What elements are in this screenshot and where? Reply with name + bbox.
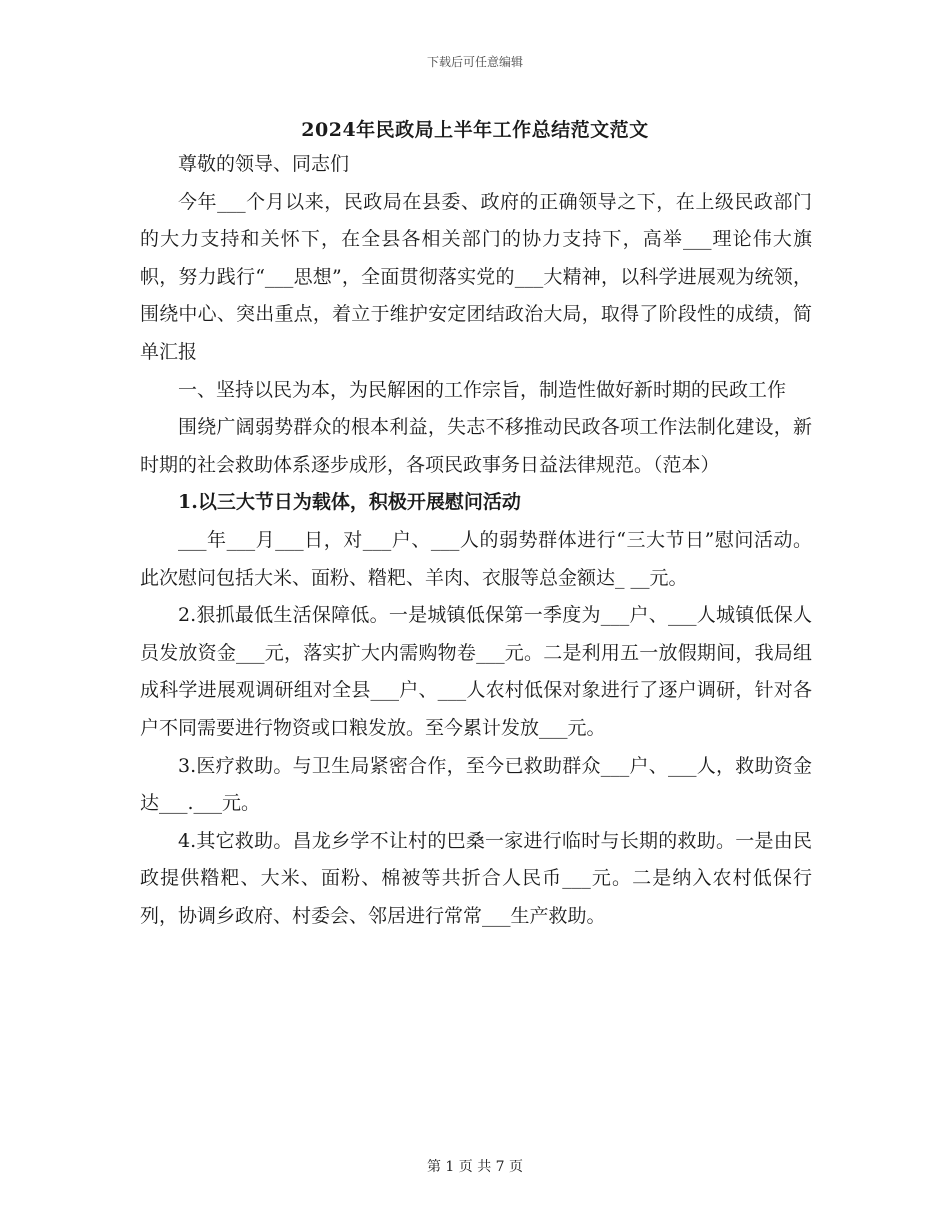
section-heading: 一、坚持以民为本，为民解困的工作宗旨，制造性做好新时期的民政工作 (178, 378, 787, 401)
page-header-note: 下载后可任意编辑 (426, 55, 523, 69)
paragraph-3: 3.医疗救助。与卫生局紧密合作，至今已救助群众___户、___人，救助资金达___.___元。 (140, 754, 812, 815)
page-number: 第 1 页 共 7 页 (426, 1159, 524, 1175)
section-paragraph: 围绕广阔弱势群众的根本利益，失志不移推动民政各项工作法制化建设，新时期的社会救助体系逐步成形，各项民政事务日益法律规范。（范本） (140, 416, 812, 476)
intro-paragraph: 今年___个月以来，民政局在县委、政府的正确领导之下，在上级民政部门的大力支持和关怀下，在全县各相关部门的协力支持下，高举___理论伟大旗帜，努力践行“___思想”，全面贯彻落实党的___大精神，以科学进展观为统领，围绕中心、突出重点，着立于维护安定团结政治大局，取得了阶段性的成绩，简单汇报 (140, 190, 812, 363)
document-title: 2024年民政局上半年工作总结范文范文 (301, 119, 649, 141)
document-body (140, 146, 812, 935)
subheading-1: 1.以三大节日为载体，积极开展慰问活动 (178, 491, 521, 514)
paragraph-4: 4.其它救助。昌龙乡学不让村的巴桑一家进行临时与长期的救助。一是由民政提供糌粑、大米、面粉、棉被等共折合人民币___元。二是纳入农村低保行列，协调乡政府、村委会、邻居进行常常___生产救助。 (140, 829, 812, 927)
salutation: 尊敬的领导、同志们 (178, 153, 350, 175)
paragraph-2: 2.狠抓最低生活保障低。一是城镇低保第一季度为___户、___人城镇低保人员发放资金___元，落实扩大内需购物卷___元。二是利用五一放假期间，我局组成科学进展观调研组对全县___户、___人农村低保对象进行了逐户调研，针对各户不同需要进行物资或口粮发放。至今累计发放___元。 (140, 604, 812, 739)
paragraph-1: ___年___月___日，对___户、___人的弱势群体进行“三大节日”慰问活动。此次慰问包括大米、面粉、糌粑、羊肉、衣服等总金额达_ __元。 (140, 528, 812, 589)
